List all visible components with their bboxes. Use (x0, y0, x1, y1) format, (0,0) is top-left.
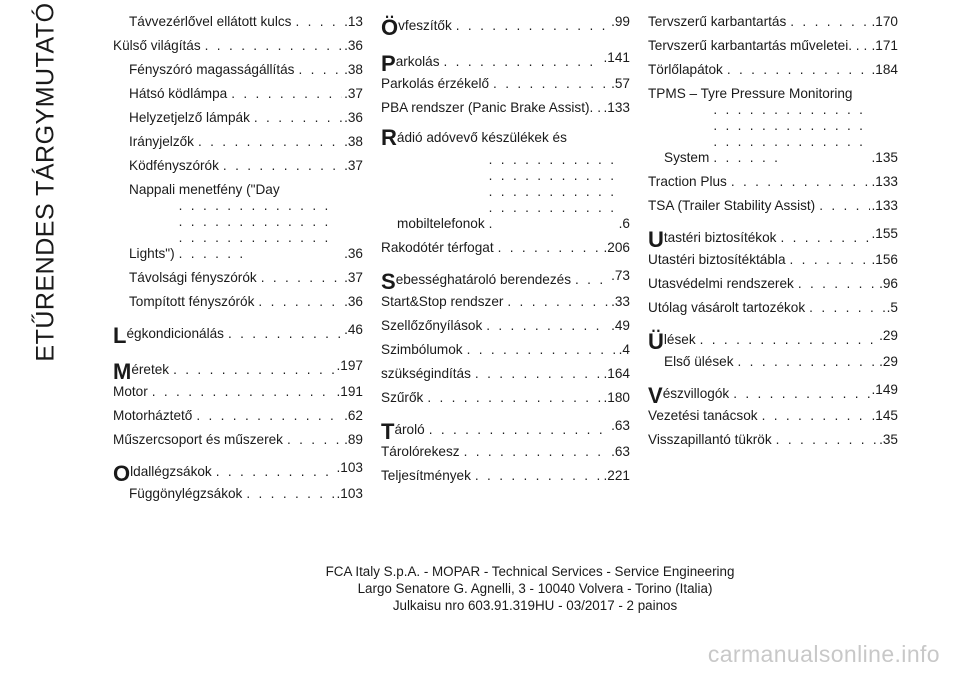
index-entry-page: .29 (879, 328, 898, 343)
footer-line-2: Largo Senatore G. Agnelli, 3 - 10040 Volvera - Torino (Italia) (357, 581, 713, 596)
index-entry[interactable] (648, 408, 898, 424)
index-entry-label: ldallégzsákok (130, 464, 212, 479)
index-heading-entry[interactable] (381, 268, 630, 292)
dot-leader (713, 102, 869, 166)
index-entry-page: .171 (871, 38, 898, 53)
index-entry-label: Szimbólumok (381, 342, 463, 357)
index-entry-page: .133 (603, 100, 630, 115)
index-entry-label: Utólag vásárolt tartozékok (648, 300, 806, 315)
index-entry[interactable] (648, 198, 898, 214)
index-entry-label: Külső világítás (113, 38, 201, 53)
index-entry[interactable] (381, 342, 630, 358)
index-entry-label: Függönylégzsákok (129, 486, 243, 501)
index-initial-letter: U (648, 227, 664, 252)
index-entry[interactable] (113, 182, 363, 262)
index-entry[interactable] (648, 252, 898, 268)
dot-leader (152, 384, 335, 400)
index-entry-page: .13 (344, 14, 363, 29)
index-entry-label: Hátsó ködlámpa (129, 86, 228, 101)
index-column-3 (648, 14, 898, 456)
index-entry-page: .103 (336, 460, 363, 475)
dot-leader (507, 294, 609, 310)
index-entry[interactable] (648, 300, 898, 316)
index-entry-page: .133 (871, 174, 898, 189)
index-entry-label: Első ülések (664, 354, 734, 369)
index-entry-page: .156 (871, 252, 898, 267)
index-entry-page: .180 (603, 390, 630, 405)
dot-leader (228, 326, 342, 342)
index-entry-page: .33 (611, 294, 630, 309)
index-entry-page: .73 (611, 268, 630, 283)
index-entry[interactable] (381, 468, 630, 484)
index-entry[interactable] (648, 86, 898, 166)
dot-leader (731, 174, 870, 190)
index-entry-label: Utasvédelmi rendszerek (648, 276, 794, 291)
index-entry-label: Szellőzőnyílások (381, 318, 483, 333)
index-entry-page: .145 (871, 408, 898, 423)
index-heading-entry[interactable] (648, 226, 898, 250)
index-heading-entry[interactable] (113, 358, 363, 382)
dot-leader (464, 444, 610, 460)
index-entry-label: Start&Stop rendszer (381, 294, 504, 309)
index-entry-label: Traction Plus (648, 174, 727, 189)
dot-leader (733, 386, 869, 402)
index-entry-page: .206 (603, 240, 630, 255)
index-entry-label: PBA rendszer (Panic Brake Assist). (381, 100, 594, 115)
index-entry-page: .221 (603, 468, 630, 483)
index-entry-label: Motor (113, 384, 148, 399)
index-entry-page: .35 (879, 432, 898, 447)
index-entry[interactable] (381, 366, 630, 382)
index-entry-page: .197 (336, 358, 363, 373)
index-entry-label: mobiltelefonok (397, 216, 485, 231)
index-initial-letter: S (381, 269, 396, 294)
index-entry[interactable] (381, 76, 630, 92)
index-entry-page: .63 (611, 418, 630, 433)
side-title (28, 2, 64, 362)
index-entry-page: .99 (611, 14, 630, 29)
index-initial-letter: M (113, 359, 132, 384)
index-entry-label: Parkolás érzékelő (381, 76, 490, 91)
index-entry-label: Motorháztető (113, 408, 193, 423)
dot-leader (809, 300, 884, 316)
index-entry-label: System (664, 150, 710, 165)
index-entry-label: Műszercsoport és műszerek (113, 432, 283, 447)
index-entry-label: Tervszerű karbantartás műveletei. . (648, 38, 860, 53)
dot-leader (429, 422, 609, 438)
index-heading-entry[interactable] (113, 460, 363, 484)
index-entry-page: .155 (871, 226, 898, 241)
dot-leader (597, 100, 601, 116)
index-entry-label: Tompított fényszórók (129, 294, 255, 309)
index-entry-page: .63 (611, 444, 630, 459)
index-initial-letter: P (381, 51, 396, 76)
index-initial-letter: Ü (648, 329, 664, 354)
index-entry-label: Tárolórekesz (381, 444, 460, 459)
index-heading-entry[interactable] (648, 328, 898, 352)
index-entry-label: Szűrők (381, 390, 424, 405)
index-entry-page: .29 (879, 354, 898, 369)
index-entry[interactable] (113, 408, 363, 424)
index-entry[interactable] (381, 390, 630, 406)
dot-leader (790, 14, 869, 30)
dot-leader (798, 276, 877, 292)
index-heading-entry[interactable] (381, 418, 630, 442)
index-initial-letter: O (113, 461, 131, 486)
dot-leader (287, 432, 342, 448)
index-entry[interactable] (648, 354, 898, 370)
index-heading-entry[interactable] (113, 322, 363, 346)
index-entry-page: .37 (344, 86, 363, 101)
index-entry[interactable] (113, 134, 363, 150)
index-entry[interactable] (381, 294, 630, 310)
dot-leader (261, 270, 342, 286)
dot-leader (819, 198, 869, 214)
index-heading-entry[interactable] (381, 14, 630, 38)
index-entry-label: Tervszerű karbantartás (648, 14, 787, 29)
index-entry-page: .37 (344, 270, 363, 285)
index-entry[interactable] (381, 318, 630, 334)
index-entry-label: Ködfényszórók (129, 158, 219, 173)
index-entry-page: .170 (871, 14, 898, 29)
dot-leader (223, 158, 342, 174)
dot-leader (776, 432, 877, 448)
index-entry-page: .6 (618, 216, 630, 231)
index-entry-page: .36 (344, 38, 363, 53)
dot-leader (205, 38, 342, 54)
dot-leader (575, 272, 609, 288)
index-entry-page: .46 (344, 322, 363, 337)
dot-leader (790, 252, 870, 268)
index-entry[interactable] (113, 270, 363, 286)
index-entry-page: .62 (344, 408, 363, 423)
dot-leader (475, 468, 602, 484)
index-entry-page: .133 (871, 198, 898, 213)
index-entry-label: vfeszítők (398, 18, 452, 33)
index-entry[interactable] (648, 14, 898, 30)
index-entry-label: ádió adóvevő készülékek és (396, 130, 567, 145)
dot-leader (179, 198, 342, 262)
index-initial-letter: T (381, 419, 395, 444)
index-entry[interactable] (113, 486, 363, 502)
index-heading-entry[interactable] (381, 125, 630, 232)
dot-leader (254, 110, 342, 126)
dot-leader (198, 134, 342, 150)
dot-leader (486, 318, 609, 334)
dot-leader (493, 76, 609, 92)
dot-leader (196, 408, 342, 424)
index-entry-label: Távolsági fényszórók (129, 270, 257, 285)
index-initial-letter: L (113, 323, 127, 348)
dot-leader (246, 486, 334, 502)
dot-leader (444, 54, 602, 70)
index-entry-label: TSA (Trailer Stability Assist) (648, 198, 816, 213)
index-entry-page: .141 (603, 50, 630, 65)
index-entry-label: Fényszóró magasságállítás (129, 62, 295, 77)
index-entry[interactable] (113, 158, 363, 174)
index-entry-label: Teljesítmények (381, 468, 471, 483)
index-heading-entry[interactable] (648, 382, 898, 406)
index-initial-letter: R (381, 125, 397, 150)
index-entry[interactable] (648, 174, 898, 190)
index-entry-label: Távvezérlővel ellátott kulcs (129, 14, 292, 29)
index-entry[interactable] (113, 38, 363, 54)
dot-leader (456, 18, 609, 34)
index-entry[interactable] (648, 62, 898, 78)
index-entry-page: .36 (344, 294, 363, 309)
dot-leader (475, 366, 602, 382)
index-entry-page: .38 (344, 62, 363, 77)
index-entry-page: .89 (344, 432, 363, 447)
index-entry-label: égkondicionálás (126, 326, 224, 341)
index-entry-page: .36 (344, 110, 363, 125)
index-entry-page: .103 (336, 486, 363, 501)
index-entry-label: Visszapillantó tükrök (648, 432, 772, 447)
dot-leader (762, 408, 870, 424)
index-entry[interactable] (113, 294, 363, 310)
index-entry-label: ároló (394, 422, 425, 437)
dot-leader (173, 362, 334, 378)
index-entry-label: arkolás (395, 54, 440, 69)
index-entry-label: Lights") (129, 246, 175, 261)
index-entry[interactable] (648, 432, 898, 448)
index-entry-page: .49 (611, 318, 630, 333)
index-entry-label: tastéri biztosítékok (663, 230, 777, 245)
dot-leader (498, 240, 602, 256)
dot-leader (864, 38, 870, 54)
index-entry-page: .38 (344, 134, 363, 149)
index-entry[interactable] (381, 240, 630, 256)
dot-leader (295, 14, 342, 30)
index-entry-label: szükségindítás (381, 366, 471, 381)
index-entry-label: Irányjelzők (129, 134, 194, 149)
index-entry-page: .5 (886, 300, 898, 315)
index-entry-label: Helyzetjelző lámpák (129, 110, 250, 125)
index-entry-page: .96 (879, 276, 898, 291)
dot-leader (298, 62, 342, 78)
index-entry-label: TPMS – Tyre Pressure Monitoring (648, 86, 853, 101)
footer-line-3: Julkaisu nro 603.91.319HU - 03/2017 - 2 painos (392, 598, 678, 613)
index-entry-page: .149 (871, 382, 898, 397)
index-entry-page: .135 (871, 150, 898, 165)
index-entry-label: ebességhatároló berendezés (395, 272, 572, 287)
index-entry-label: Rakodótér térfogat (381, 240, 494, 255)
dot-leader (727, 62, 870, 78)
dot-leader (489, 152, 617, 232)
watermark-text: carmanualsonline.info (707, 641, 940, 667)
dot-leader (231, 86, 342, 102)
index-entry-label: Utastéri biztosítéktábla (648, 252, 786, 267)
index-entry[interactable] (113, 62, 363, 78)
index-entry[interactable] (113, 110, 363, 126)
index-entry[interactable] (113, 14, 363, 30)
dot-leader (427, 390, 601, 406)
dot-leader (216, 464, 335, 480)
index-entry-label: éretek (131, 362, 170, 377)
dot-leader (780, 230, 869, 246)
index-entry[interactable] (648, 38, 898, 54)
index-entry-label: Nappali menetfény ("Day (129, 182, 280, 197)
index-column-1 (113, 14, 363, 510)
dot-leader (467, 342, 617, 358)
index-entry-page: .37 (344, 158, 363, 173)
index-entry-label: Vezetési tanácsok (648, 408, 758, 423)
index-entry[interactable] (381, 444, 630, 460)
index-entry-page: .191 (336, 384, 363, 399)
index-entry[interactable] (381, 100, 630, 116)
dot-leader (700, 332, 877, 348)
footer-line-1: FCA Italy S.p.A. - MOPAR - Technical Services - Service Engineering (325, 564, 735, 579)
dot-leader (258, 294, 342, 310)
dot-leader (738, 354, 878, 370)
index-entry-page: .184 (871, 62, 898, 77)
index-heading-entry[interactable] (381, 50, 630, 74)
index-entry-label: Törlőlapátok (648, 62, 723, 77)
index-entry-page: .36 (344, 246, 363, 261)
index-initial-letter: Ö (381, 15, 399, 40)
index-entry[interactable] (113, 432, 363, 448)
index-entry[interactable] (113, 384, 363, 400)
index-entry[interactable] (113, 86, 363, 102)
index-entry-label: észvillogók (662, 386, 730, 401)
index-entry-label: lések (663, 332, 696, 347)
index-entry-page: .4 (618, 342, 630, 357)
index-initial-letter: V (648, 383, 663, 408)
index-entry[interactable] (648, 276, 898, 292)
index-entry-page: .164 (603, 366, 630, 381)
side-title-text: ETŰRENDES TÁRGYMUTATÓ (31, 2, 60, 362)
publisher-footer (250, 563, 810, 614)
index-column-2 (381, 14, 630, 492)
index-entry-page: .57 (611, 76, 630, 91)
